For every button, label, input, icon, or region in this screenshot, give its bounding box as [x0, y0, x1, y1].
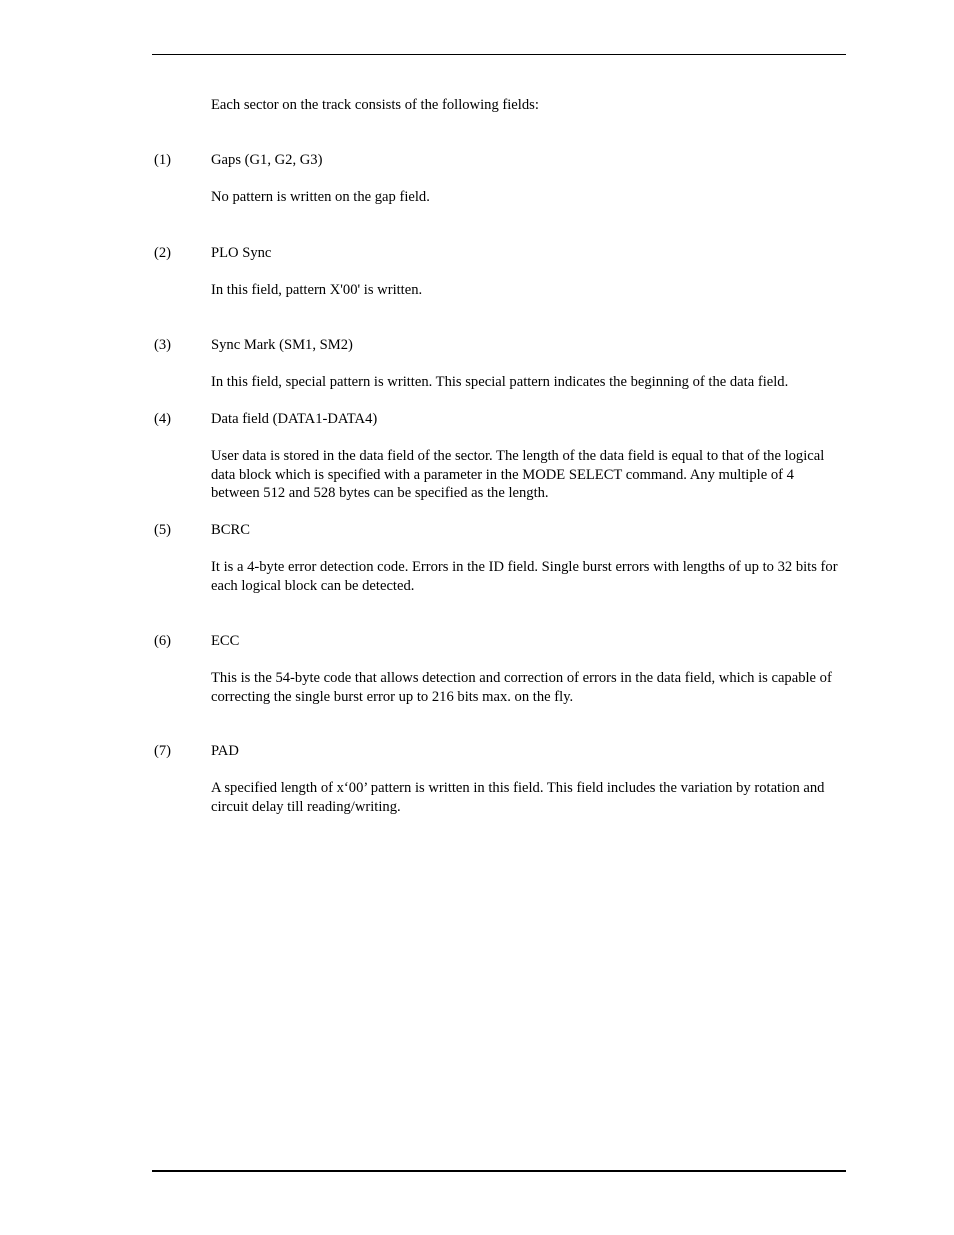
field-name: ECC — [211, 633, 240, 649]
field-number: (7) — [154, 743, 172, 759]
field-number: (5) — [154, 522, 172, 538]
field-number: (1) — [154, 152, 172, 168]
field-number: (2) — [154, 245, 172, 261]
field-description-data-field: User data is stored in the data field of the sector. The length of the data field is equal to that of the logical data block which is specified with a parameter in the MODE SELECT command. Any multiple of 4 between 512 and 528 bytes can be specified as the length. — [211, 448, 825, 502]
intro-paragraph: Each sector on the track consists of the following fields: — [211, 97, 539, 113]
field-name: Gaps (G1, G2, G3) — [211, 152, 323, 168]
field-description-ecc: This is the 54-byte code that allows detection and correction of errors in the data field, which is capable of correcting the single burst error up to 216 bits max. on the fly. — [211, 670, 832, 705]
field-number: (3) — [154, 337, 172, 353]
field-number: (4) — [154, 411, 172, 427]
field-name: PLO Sync — [211, 245, 272, 261]
field-name: BCRC — [211, 522, 250, 538]
field-description-sync-mark: In this field, special pattern is written. This special pattern indicates the beginning of the data field. — [211, 374, 789, 390]
footer-rule — [152, 1170, 846, 1172]
field-description-bcrc: It is a 4-byte error detection code. Errors in the ID field. Single burst errors with lengths of up to 32 bits for each logical block can be detected. — [211, 559, 838, 594]
field-number: (6) — [154, 633, 172, 649]
field-name: Data field (DATA1-DATA4) — [211, 411, 378, 427]
field-description-pad: A specified length of x‘00’ pattern is written in this field. This field includes the variation by rotation and circuit delay till reading/writing. — [211, 780, 825, 815]
field-description-plo-sync: In this field, pattern X'00' is written. — [211, 282, 423, 298]
field-description-gaps: No pattern is written on the gap field. — [211, 189, 430, 205]
header-rule — [152, 54, 846, 55]
field-name: Sync Mark (SM1, SM2) — [211, 337, 353, 353]
field-name: PAD — [211, 743, 239, 759]
